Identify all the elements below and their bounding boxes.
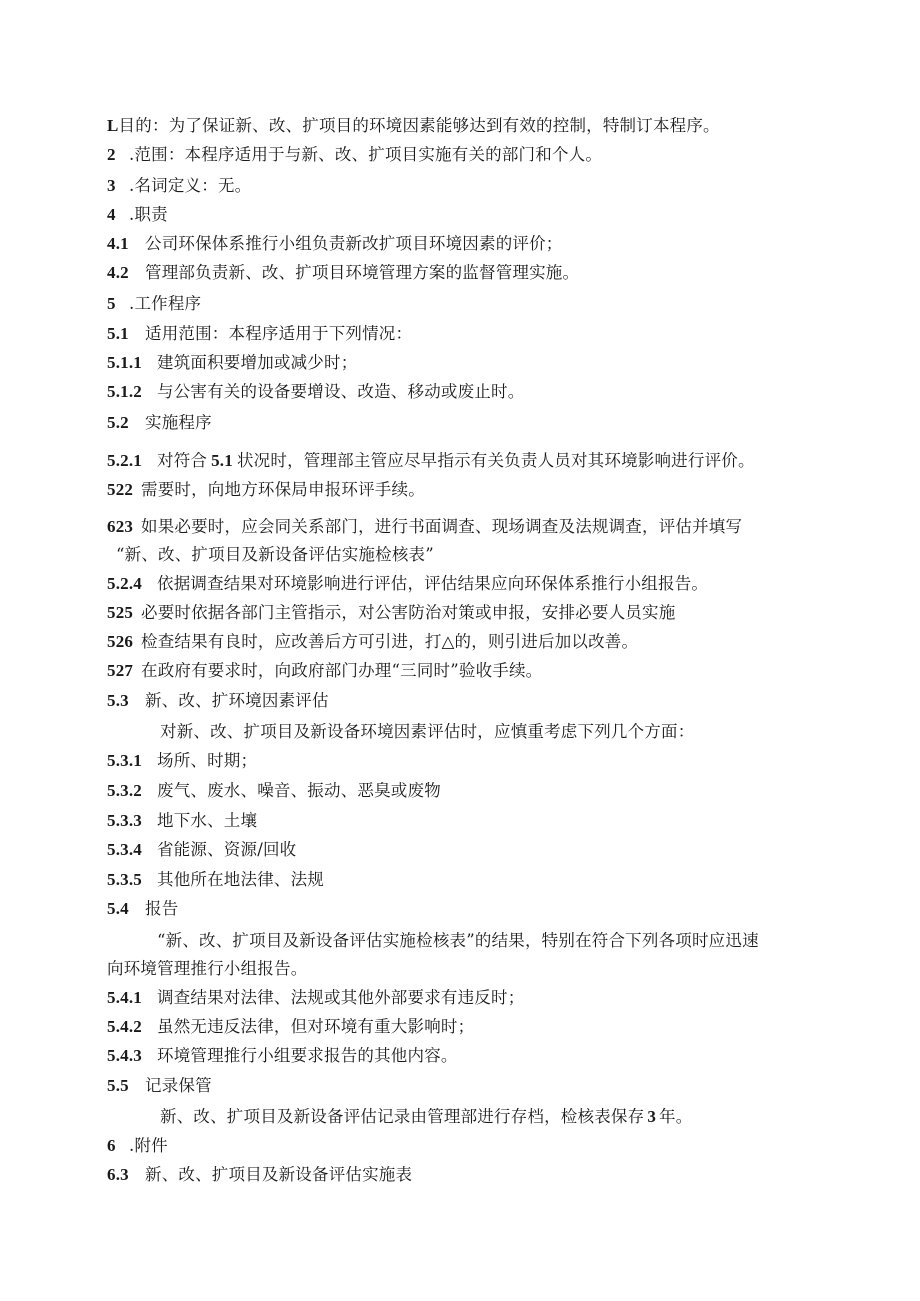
line-number: 5 bbox=[107, 294, 116, 313]
line-definitions bbox=[107, 175, 251, 197]
line-text: 检查结果有良时，应改善后方可引进，打△的，则引进后加以改善。 bbox=[141, 632, 639, 651]
line-text: 场所、时期； bbox=[157, 751, 258, 770]
line-number: 5.4.1 bbox=[107, 988, 142, 1007]
line-text: 向环境管理推行小组报告。 bbox=[107, 959, 308, 978]
line-4-2 bbox=[107, 262, 579, 284]
line-text: 新、改、扩项目及新设备评估记录由管理部进行存档，检核表保存 bbox=[160, 1107, 645, 1126]
line-purpose bbox=[107, 115, 720, 137]
line-number: 5.5 bbox=[107, 1076, 129, 1095]
line-text: 依据调查结果对环境影响进行评估，评估结果应向环保体系推行小组报告。 bbox=[157, 574, 709, 593]
line-number: 527 bbox=[107, 661, 134, 680]
line-number: 5.1.2 bbox=[107, 382, 142, 401]
line-number: 4.1 bbox=[107, 234, 129, 253]
line-text: .工作程序 bbox=[129, 294, 202, 313]
line-text: 地下水、土壤 bbox=[157, 811, 258, 830]
line-5-3-5 bbox=[107, 869, 324, 891]
line-text: 目的：为了保证新、改、扩项目的环境因素能够达到有效的控制，特制订本程序。 bbox=[118, 116, 720, 135]
line-number: 3 bbox=[107, 176, 116, 195]
line-number: 5.4.3 bbox=[107, 1046, 142, 1065]
line-text: .附件 bbox=[129, 1136, 168, 1155]
line-text: 公司环保体系推行小组负责新改扩项目环境因素的评价； bbox=[145, 234, 563, 253]
line-5-1-1 bbox=[107, 352, 357, 374]
line-text: 与公害有关的设备要增设、改造、移动或废止时。 bbox=[157, 382, 525, 401]
line-5-4-intro bbox=[157, 930, 759, 952]
line-5-3-2 bbox=[107, 780, 441, 802]
line-5-2-1 bbox=[107, 450, 755, 472]
line-text: .名词定义：无。 bbox=[129, 176, 252, 195]
line-text: 管理部负责新、改、扩项目环境管理方案的监督管理实施。 bbox=[145, 263, 580, 282]
line-text: “新、改、扩项目及新设备评估实施检核表”的结果，特别在符合下列各项时应迅速 bbox=[157, 931, 759, 950]
line-number: 5.4.2 bbox=[107, 1017, 142, 1036]
line-5-2-2 bbox=[107, 479, 425, 501]
line-4-1 bbox=[107, 233, 563, 255]
line-5-5-body bbox=[160, 1106, 692, 1128]
line-text: 虽然无违反法律，但对环境有重大影响时； bbox=[157, 1017, 475, 1036]
inline-number: 5.1 bbox=[211, 451, 233, 470]
line-number: 5.3.3 bbox=[107, 811, 142, 830]
line-text: 必要时依据各部门主管指示，对公害防治对策或申报，安排必要人员实施 bbox=[141, 603, 676, 622]
line-text: 废气、废水、噪音、振动、恶臭或废物 bbox=[157, 781, 441, 800]
line-text: 省能源、资源/回收 bbox=[157, 840, 297, 859]
inline-number: 3 bbox=[647, 1107, 657, 1126]
line-5-4-2 bbox=[107, 1016, 474, 1038]
line-5-2-6 bbox=[107, 631, 638, 653]
line-number: 525 bbox=[107, 603, 134, 622]
line-attachments bbox=[107, 1135, 168, 1157]
line-number: 6 bbox=[107, 1136, 116, 1155]
line-text: 记录保管 bbox=[145, 1076, 212, 1095]
line-number: 2 bbox=[107, 145, 116, 164]
line-5-4-3 bbox=[107, 1045, 458, 1067]
line-text-continued: 状况时，管理部主管应尽早指示有关负责人员对其环境影响进行评价。 bbox=[236, 451, 755, 470]
line-number: 5.1.1 bbox=[107, 353, 142, 372]
line-text: 对新、改、扩项目及新设备环境因素评估时，应慎重考虑下列几个方面： bbox=[160, 722, 695, 741]
line-5-4 bbox=[107, 898, 178, 920]
line-text: 新、改、扩项目及新设备评估实施表 bbox=[145, 1165, 413, 1184]
line-text: 在政府有要求时，向政府部门办理“三同时”验收手续。 bbox=[141, 661, 543, 680]
line-5-2 bbox=[107, 412, 212, 434]
line-text: 调查结果对法律、法规或其他外部要求有违反时； bbox=[157, 988, 525, 1007]
line-number: 526 bbox=[107, 632, 134, 651]
line-number: 5.2.1 bbox=[107, 451, 142, 470]
line-number: 5.3 bbox=[107, 691, 129, 710]
line-number: 4.2 bbox=[107, 263, 129, 282]
line-text: 需要时，向地方环保局申报环评手续。 bbox=[141, 480, 425, 499]
line-6-3 bbox=[107, 1164, 412, 1186]
line-number: 5.1 bbox=[107, 324, 129, 343]
line-scope bbox=[107, 144, 602, 166]
line-work-procedure bbox=[107, 293, 201, 315]
line-responsibilities bbox=[107, 204, 168, 226]
line-text: 环境管理推行小组要求报告的其他内容。 bbox=[157, 1046, 458, 1065]
line-5-2-3-continued bbox=[116, 544, 434, 566]
line-5-3-intro bbox=[160, 721, 694, 743]
line-text: “新、改、扩项目及新设备评估实施检核表” bbox=[116, 545, 434, 564]
line-text: 适用范围：本程序适用于下列情况： bbox=[145, 324, 413, 343]
line-text: 对符合 bbox=[157, 451, 208, 470]
line-number: 5.4 bbox=[107, 899, 129, 918]
line-5-1 bbox=[107, 323, 412, 345]
line-5-1-2 bbox=[107, 381, 524, 403]
line-number: 5.3.4 bbox=[107, 840, 142, 859]
line-5-2-7 bbox=[107, 660, 542, 682]
line-text: 如果必要时，应会同关系部门，进行书面调查、现场调查及法规调查，评估并填写 bbox=[141, 517, 743, 536]
line-text: 报告 bbox=[145, 899, 179, 918]
line-number: 5.2.4 bbox=[107, 574, 142, 593]
line-number: 5.3.2 bbox=[107, 781, 142, 800]
line-number: 4 bbox=[107, 205, 116, 224]
line-5-3 bbox=[107, 690, 329, 712]
line-5-2-4 bbox=[107, 573, 708, 595]
line-5-3-4 bbox=[107, 839, 296, 861]
line-text: 实施程序 bbox=[145, 413, 212, 432]
line-number: 5.2 bbox=[107, 413, 129, 432]
line-5-2-5 bbox=[107, 602, 675, 624]
line-text: 其他所在地法律、法规 bbox=[157, 870, 324, 889]
line-5-3-1 bbox=[107, 750, 257, 772]
line-5-5 bbox=[107, 1075, 212, 1097]
line-number: 5.3.5 bbox=[107, 870, 142, 889]
line-text: 建筑面积要增加或减少时； bbox=[157, 353, 358, 372]
line-5-4-1 bbox=[107, 987, 524, 1009]
line-text: .范围：本程序适用于与新、改、扩项目实施有关的部门和个人。 bbox=[129, 145, 603, 164]
line-text: .职责 bbox=[129, 205, 168, 224]
line-text: 新、改、扩环境因素评估 bbox=[145, 691, 329, 710]
line-number: 623 bbox=[107, 517, 134, 536]
line-5-2-3 bbox=[107, 516, 742, 538]
line-5-3-3 bbox=[107, 810, 257, 832]
line-number: L bbox=[107, 116, 119, 135]
line-5-4-intro-continued bbox=[107, 958, 307, 980]
line-number: 522 bbox=[107, 480, 134, 499]
line-number: 5.3.1 bbox=[107, 751, 142, 770]
line-number: 6.3 bbox=[107, 1165, 129, 1184]
line-text-continued: 年。 bbox=[659, 1107, 693, 1126]
